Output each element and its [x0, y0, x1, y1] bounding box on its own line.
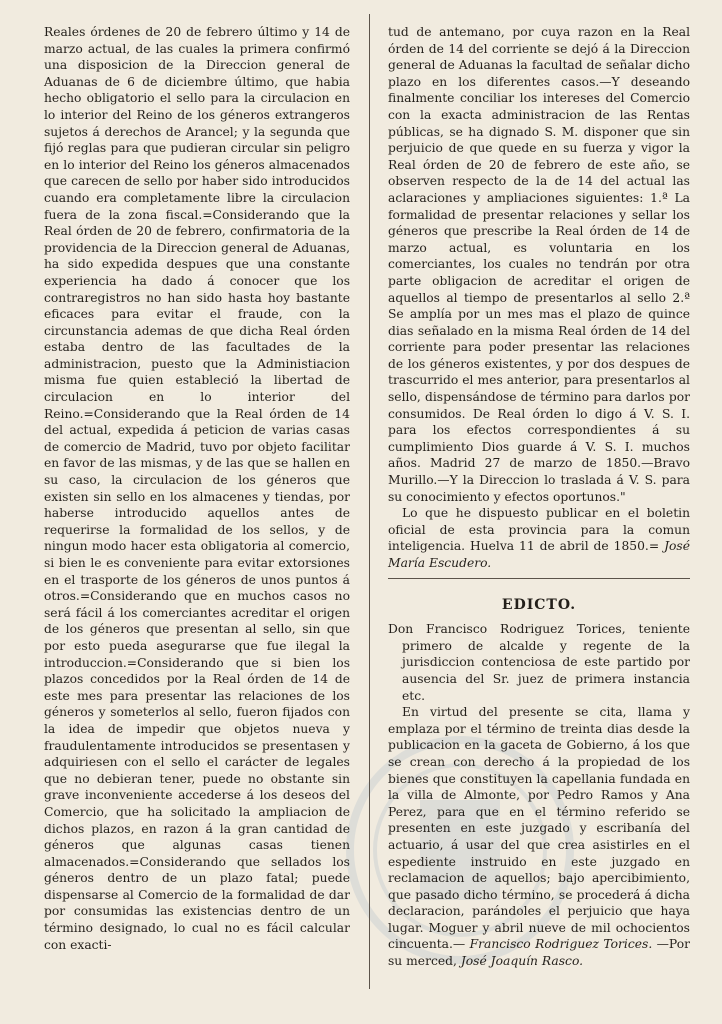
edict-body — [388, 704, 690, 970]
column-divider — [369, 14, 370, 989]
right-column — [388, 24, 690, 970]
publication-notice — [388, 505, 690, 571]
edict-body-text: En virtud del presente se cita, llama y emplaza por el término de treinta dias desde la publicacion en la gaceta de Gobierno, á los que se crean con derecho á la propiedad de los bienes que constituyen la capellania fundada en la villa de Almonte, por Pedro Ramos y Ana Perez, para que en el término referido se presenten en este juzgado y escribanía del actuario, á usar del que crea asistirles en el espediente instruido en este juzgado en reclamacion de aquellos; bajo apercibimiento, que pasado dicho término, se procederá á dicha declaracion, parándoles el perjuicio que haya lugar. Moguer y abril nueve de mil ochocientos cincuenta.— — [388, 705, 690, 952]
left-column — [44, 24, 350, 953]
continuation-text: tud de antemano, por cuya razon en la Real órden de 14 del corriente se dejó á la Direccion general de Aduanas la facultad de señalar dicho plazo en los diferentes casos.—Y deseando finalmente conciliar los intereses del Comercio con la exacta administracion de las Rentas públicas, se ha dignado S. M. disponer que sin perjuicio de que quede en su fuerza y vigor la Real órden de 20 de febrero de este año, se observen respecto de la de 14 del actual las aclaraciones y ampliaciones siguientes: 1.ª La formalidad de presentar relaciones y sellar los géneros que prescribe la Real órden de 14 de marzo actual, es voluntaria en los comerciantes, los cuales no tendrán por otra parte obligacion de acreditar el origen de aquellos al tiempo de presentarlos al sello 2.ª Se amplía por un mes mas el plazo de quince dias señalado en la misma Real órden de 14 del corriente para poder presentar las relaciones de los géneros existentes, y por dos despues de trascurrido el mes anterior, para presentarlos al sello, dispensándose de término para darlos por consumidos. De Real órden lo digo á V. S. I. para los efectos correspondientes á su cumplimiento Dios guarde á V. S. I. muchos años. Madrid 27 de marzo de 1850.—Bravo Murillo.—Y la Direccion lo traslada á V. S. para su conocimiento y efectos oportunos." — [388, 25, 690, 504]
section-rule — [388, 578, 690, 579]
edict-heading: EDICTO. — [501, 596, 577, 613]
edict-signature-clerk: José Joaquín Rasco. — [460, 954, 584, 969]
edict-separator: —Por su merced, — [388, 937, 690, 969]
edict-signature-judge: Francisco Rodriguez Torices. — [469, 937, 653, 952]
publication-signature: José María Escudero. — [388, 539, 690, 570]
edict-intro: Don Francisco Rodriguez Torices, teniente primero de alcalde y regente de la jurisdiccion contenciosa de este partido por ausencia del Sr. juez de primera instancia etc. — [388, 622, 690, 703]
publication-text: Lo que he dispuesto publicar en el boletin oficial de esta provincia para la comun inteligencia. Huelva 11 de abril de 1850.= — [388, 506, 690, 554]
left-column-text: Reales órdenes de 20 de febrero último y 14 de marzo actual, de las cuales la primera confirmó una disposicion de la Direccion general de Aduanas de 6 de diciembre último, que habia hecho obligatorio el sello para la circulacion en lo interior del Reino de los géneros extrangeros sujetos á derechos de Arancel; y la segunda que fijó reglas para que pudieran circular sin peligro en lo interior del Reino los géneros almacenados que carecen de sello por haber sido introducidos cuando era completamente libre la circulacion fuera de la zona fiscal.=Considerando que la Real órden de 20 de febrero, confirmatoria de la providencia de la Direccion general de Aduanas, ha sido expedida despues que una constante experiencia ha dado á conocer que los contraregistros no han sido hasta hoy bastante eficaces para evitar el fraude, con la circunstancia ademas de que dicha Real órden estaba dentro de las facultades de la administracion, puesto que la Administiacion misma fue quien estableció la libertad de circulacion en lo interior del Reino.=Considerando que la Real órden de 14 del actual, expedida á peticion de varias casas de comercio de Madrid, tuvo por objeto facilitar en favor de las mismas, y de las que se hallen en su caso, la circulacion de los géneros que existen sin sello en los almacenes y tiendas, por haberse introducido aquellos antes de requerirse la formalidad de los sellos, y de ningun modo hacer esta obligatoria al comercio, si bien le es conveniente para evitar extorsiones en el trasporte de los géneros de unos puntos á otros.=Considerando que en muchos casos no será fácil á los comerciantes acreditar el origen de los géneros que presentan al sello, sin que por esto pueda asegurarse que fue ilegal la introduccion.=Considerando que si bien los plazos concedidos por la Real órden de 14 de este mes para presentar las relaciones de los géneros y someterlos al sello, fueron fijados con la idea de impedir que objetos nueva y fraudulentamente introducidos se presentasen y adquiriesen con el sello el carácter de legales que no debieran tener, puede no obstante sin grave inconveniente accederse á los deseos del Comercio, que ha solicitado la ampliacion de dichos plazos, en razon á la gran cantidad de géneros que algunas casas tienen almacenados.=Considerando que sellados los géneros dentro de un plazo fatal; puede dispensarse al Comercio de la formalidad de dar por consumidas las existencias dentro de un término designado, lo cual no es fácil calcular con exacti- — [44, 25, 350, 952]
